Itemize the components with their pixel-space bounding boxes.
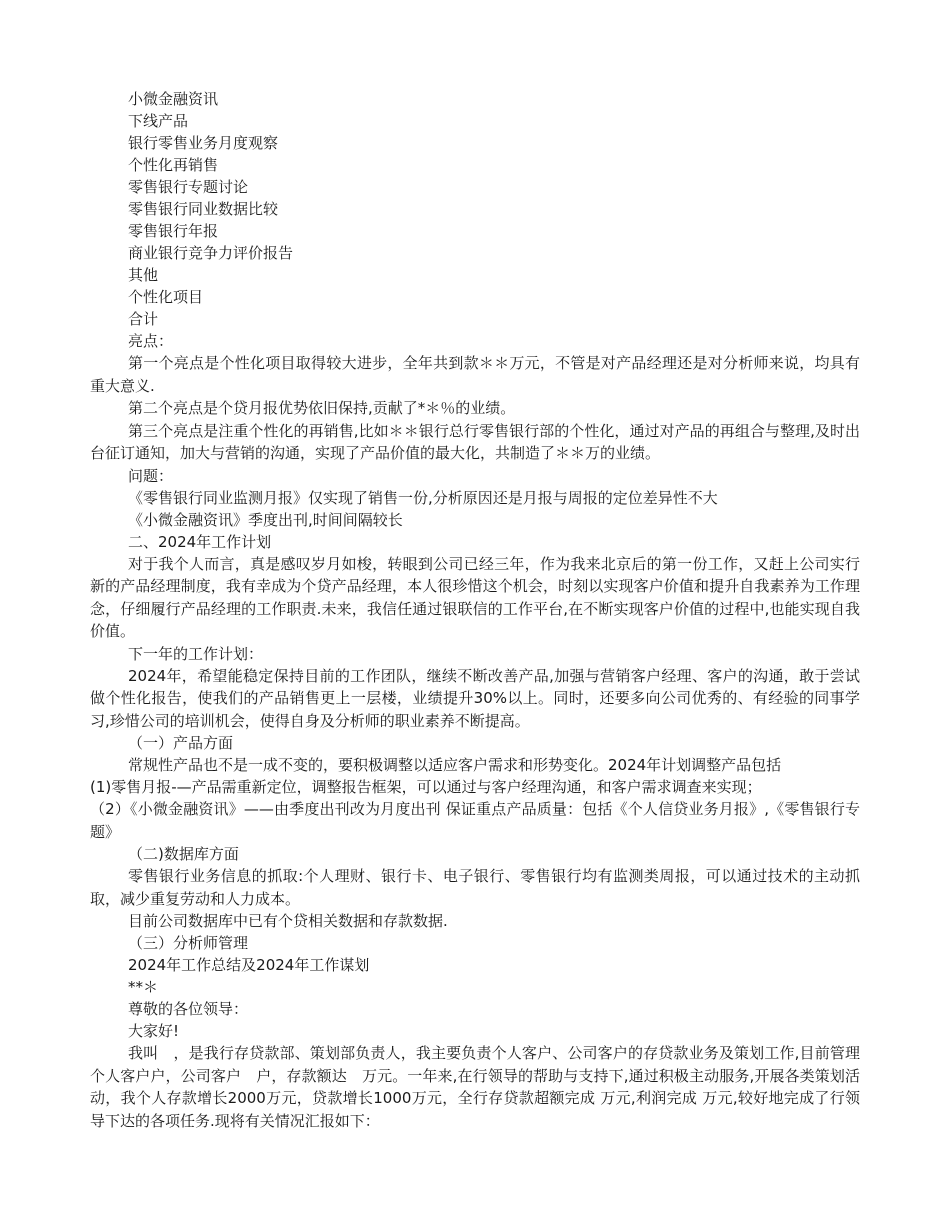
highlight-paragraph: 第一个亮点是个性化项目取得较大进步，全年共到款＊＊万元，不管是对产品经理还是对分析师来说，均具有重大意义. bbox=[90, 354, 860, 395]
highlights-label: 亮点： bbox=[128, 332, 174, 350]
subsection-heading: （三）分析师管理 bbox=[128, 934, 249, 952]
salutation: 尊敬的各位领导： bbox=[128, 1000, 249, 1018]
section-heading: 二、2024年工作计划 bbox=[128, 532, 272, 551]
list-item: 零售银行同业数据比较 bbox=[128, 200, 279, 218]
author: **＊ bbox=[128, 978, 159, 996]
list-item: 合计 bbox=[128, 310, 159, 328]
next-year-label: 下一年的工作计划： bbox=[128, 644, 264, 663]
list-item: 商业银行竞争力评价报告 bbox=[128, 244, 294, 262]
subsection-heading: （一）产品方面 bbox=[128, 734, 234, 752]
problem-item: 《零售银行同业监测月报》仅实现了销售一份,分析原因还是月报与周报的定位差异性不大 bbox=[128, 488, 718, 507]
greeting: 大家好! bbox=[128, 1022, 180, 1040]
document-body bbox=[90, 88, 860, 1132]
list-item: 个性化再销售 bbox=[128, 156, 219, 174]
list-item: 零售银行专题讨论 bbox=[128, 178, 249, 196]
list-item: 个性化项目 bbox=[128, 288, 204, 306]
paragraph: （2）《小微金融资讯》——由季度出刊改为月度出刊 保证重点产品质量：包括《个人信贷业务月报》,《零售银行专题》 bbox=[90, 800, 860, 841]
subsection-heading: （二)数据库方面 bbox=[128, 845, 239, 863]
problem-item: 《小微金融资讯》季度出刊,时间间隔较长 bbox=[128, 510, 403, 529]
problems-label: 问题： bbox=[128, 466, 174, 485]
next-year-paragraph: 2024年，希望能稳定保持目前的工作团队，继续不断改善产品,加强与营销客户经理、客户的沟通，敢于尝试做个性化报告，使我们的产品销售更上一层楼，业绩提升30%以上。同时，还要多向公司优秀的、有经验的同事学习,珍惜公司的培训机会，使得自身及分析师的职业素养不断提高。 bbox=[90, 666, 860, 730]
closing-paragraph: 我叫 ，是我行存贷款部、策划部负责人，我主要负责个人客户、公司客户的存贷款业务及策划工作,目前管理个人客户户，公司客户 户，存款额达 万元。一年来,在行领导的帮助与支持下,通过积极主动服务,开展各类策划活动，我个人存款增长2000万元，贷款增长1000万元，全行存贷款超额完成 万元,利润完成 万元,较好地完成了行领导下达的各项任务.现将有关情况汇报如下： bbox=[90, 1044, 860, 1130]
list-item: 银行零售业务月度观察 bbox=[128, 134, 279, 152]
list-item: 其他 bbox=[128, 266, 159, 284]
paragraph: 零售银行业务信息的抓取:个人理财、银行卡、电子银行、零售银行均有监测类周报，可以通过技术的主动抓取，减少重复劳动和人力成本。 bbox=[90, 867, 860, 908]
paragraph-line: (1)零售月报-—产品需重新定位，调整报告框架，可以通过与客户经理沟通，和客户需求调查来实现； bbox=[90, 778, 762, 796]
list-item: 零售银行年报 bbox=[128, 222, 219, 240]
paragraph-line: 常规性产品也不是一成不变的，要积极调整以适应客户需求和形势变化。2024年计划调整产品包括 bbox=[128, 756, 782, 774]
list-item: 下线产品 bbox=[128, 112, 189, 130]
plan-intro-paragraph: 对于我个人而言，真是感叹岁月如梭，转眼到公司已经三年，作为我来北京后的第一份工作，又赶上公司实行新的产品经理制度，我有幸成为个贷产品经理，本人很珍惜这个机会，时刻以实现客户价值和提升自我素养为工作理念，仔细履行产品经理的工作职责.未来，我信任通过银联信的工作平台,在不断实现客户价值的过程中,也能实现自我价值。 bbox=[90, 554, 860, 640]
highlight-paragraph: 第三个亮点是注重个性化的再销售,比如＊＊银行总行零售银行部的个性化，通过对产品的再组合与整理,及时出台征订通知，加大与营销的沟通，实现了产品价值的最大化，共制造了＊＊万的业绩。 bbox=[90, 421, 860, 462]
document-title: 2024年工作总结及2024年工作谋划 bbox=[128, 956, 370, 974]
list-item: 小微金融资讯 bbox=[128, 90, 219, 108]
highlight-paragraph: 第二个亮点是个贷月报优势依旧保持,贡献了*＊％的业绩。 bbox=[128, 399, 516, 417]
paragraph-line: 目前公司数据库中已有个贷相关数据和存款数据. bbox=[128, 912, 448, 930]
